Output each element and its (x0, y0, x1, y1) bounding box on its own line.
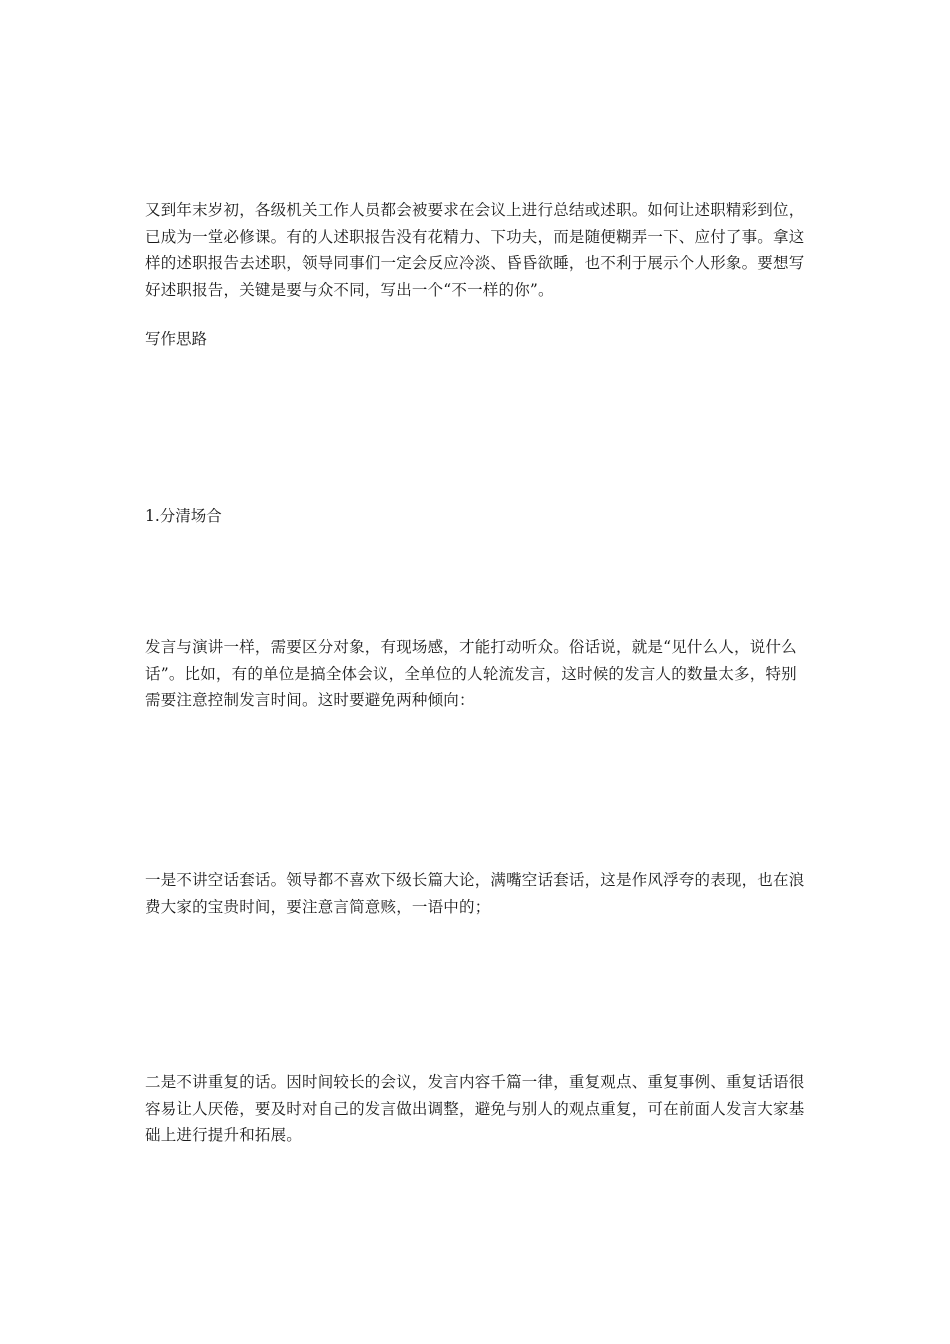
second-point-paragraph: 二是不讲重复的话。因时间较长的会议，发言内容千篇一律，重复观点、重复事例、重复话语很容易让人厌倦，要及时对自己的发言做出调整，避免与别人的观点重复，可在前面人发言大家基础上进行提升和拓展。 (145, 1073, 805, 1144)
intro-paragraph: 又到年末岁初，各级机关工作人员都会被要求在会议上进行总结或述职。如何让述职精彩到位，已成为一堂必修课。有的人述职报告没有花精力、下功夫，而是随便糊弄一下、应付了事。拿这样的述职报告去述职，领导同事们一定会反应冷淡、昏昏欲睡，也不利于展示个人形象。要想写好述职报告，关键是要与众不同，写出一个“不一样的你”。 (145, 201, 805, 299)
section-heading: 写作思路 (145, 330, 208, 348)
occasion-paragraph: 发言与演讲一样，需要区分对象，有现场感，才能打动听众。俗话说，就是“见什么人，说什么话”。比如，有的单位是搞全体会议，全单位的人轮流发言，这时候的发言人的数量太多，特别需要注意控制发言时间。这时要避免两种倾向： (145, 638, 797, 709)
subsection-heading: 1.分清场合 (145, 507, 222, 525)
first-point-paragraph: 一是不讲空话套话。领导都不喜欢下级长篇大论，满嘴空话套话，这是作风浮夸的表现，也在浪费大家的宝贵时间，要注意言简意赅，一语中的； (145, 871, 805, 916)
